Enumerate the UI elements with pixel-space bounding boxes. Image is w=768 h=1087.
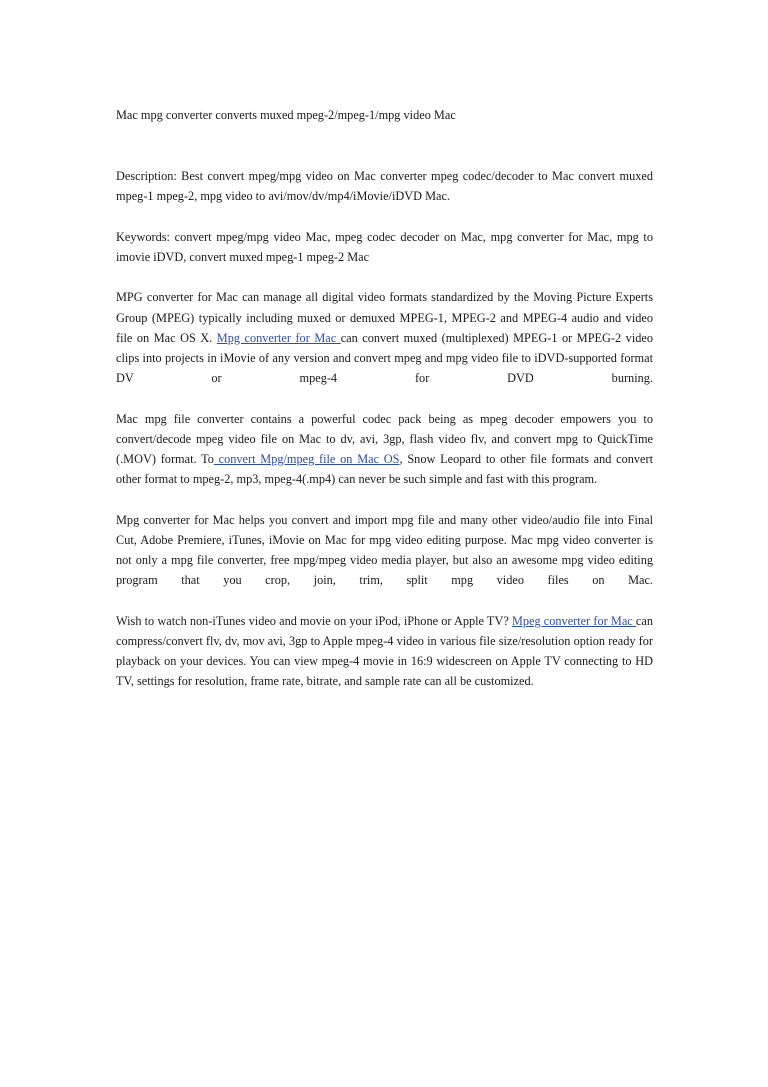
ipod-text-before-link: Wish to watch non-iTunes video and movie on your iPod, iPhone or Apple TV?	[116, 613, 512, 628]
intro-paragraph	[116, 287, 653, 388]
editing-paragraph: Mpg converter for Mac helps you convert and import mpg file and many other video/audio file into Final Cut, Adobe Premiere, iTunes, iMovie on Mac for mpg video editing purpose. Mac mpg video converter is not only a mpg file converter, free mpg/mpeg video media player, but also an awesome mpg video editing program that you crop, join, trim, split mpg video files on Mac.	[116, 512, 653, 588]
ipod-paragraph	[116, 611, 653, 692]
codec-text-after-link: , Snow Leopard to other file formats and convert other format to mpeg-2, mp3, mpeg-4(.mp4) can never be such simple and fast with this program.	[116, 452, 653, 487]
ipod-text-after-link: can compress/convert flv, dv, mov avi, 3gp to Apple mpeg-4 video in various file size/resolution option ready for playback on your devices. You can view mpeg-4 movie in 16:9 widescreen on Apple TV connecting to HD TV, settings for resolution, frame rate, bitrate, and sample rate can all be customized.	[116, 613, 653, 689]
description-paragraph: Description: Best convert mpeg/mpg video on Mac converter mpeg codec/decoder to Mac convert muxed mpeg-1 mpeg-2, mpg video to avi/mov/dv/mp4/iMovie/iDVD Mac.	[116, 169, 653, 204]
mpg-converter-for-mac-link[interactable]: Mpg converter for Mac	[216, 330, 341, 345]
codec-text-before-link: Mac mpg file converter contains a powerful codec pack being as mpeg decoder empowers you to convert/decode mpeg video file on Mac to dv, avi, 3gp, flash video flv, and convert mpg to QuickTime (.MOV) format. To	[116, 411, 653, 466]
document-body	[116, 105, 653, 712]
document-title: Mac mpg converter converts muxed mpeg-2/mpeg-1/mpg video Mac	[116, 108, 456, 122]
keywords-paragraph: Keywords: convert mpeg/mpg video Mac, mpeg codec decoder on Mac, mpg converter for Mac, mpg to imovie iDVD, convert muxed mpeg-1 mpeg-2 Mac	[116, 229, 653, 264]
convert-mpg-mpeg-file-on-mac-os-link[interactable]: convert Mpg/mpeg file on Mac OS	[213, 452, 400, 466]
intro-text-after-link: can convert muxed (multiplexed) MPEG-1 or MPEG-2 video clips into projects in iMovie of any version and convert mpeg and mpg video file to iDVD-supported format DV or mpeg-4 for DVD burning.	[116, 330, 653, 386]
mpeg-converter-for-mac-link[interactable]: Mpeg converter for Mac	[511, 613, 636, 628]
intro-text-before-link: MPG converter for Mac can manage all digital video formats standardized by the Moving Picture Experts Group (MPEG) typically including muxed or demuxed MPEG-1, MPEG-2 and MPEG-4 audio and video file on Mac OS X.	[116, 290, 653, 345]
codec-paragraph	[116, 409, 653, 490]
